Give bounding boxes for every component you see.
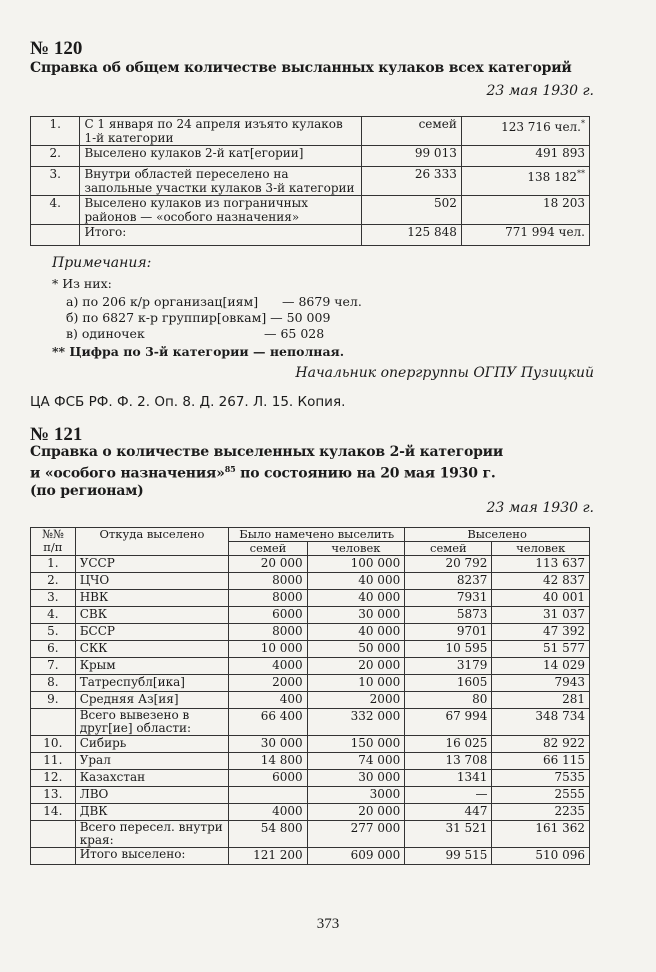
note-double-star: ** Цифра по 3-й категории — неполная. <box>52 344 345 359</box>
row-people <box>461 196 589 225</box>
row-families-text: 125 848 <box>407 225 457 239</box>
planned-people: 30 000 <box>307 607 405 624</box>
title-part-b: по состоянию на 20 мая 1930 г. <box>235 465 496 482</box>
doc121-number: № 121 <box>30 424 83 445</box>
evicted-families: 7931 <box>405 590 492 607</box>
planned-families: 66 400 <box>229 709 307 736</box>
row-text-text: Выселено кулаков из пограничных районов — «особого назначения» <box>84 196 308 224</box>
doc121-title-line3: (по регионам) <box>30 482 144 499</box>
evicted-families: 67 994 <box>405 709 492 736</box>
evicted-families: 31 521 <box>405 821 492 848</box>
row-region: Средняя Аз[ия] <box>75 692 229 709</box>
evicted-people: 42 837 <box>492 573 590 590</box>
doc121-title-line1: Справка о количестве выселенных кулаков 2-й категории <box>30 444 504 460</box>
planned-families: 2000 <box>229 675 307 692</box>
planned-people: 20 000 <box>307 804 405 821</box>
evicted-families: 5873 <box>405 607 492 624</box>
evicted-families: 1605 <box>405 675 492 692</box>
table-row <box>31 821 590 848</box>
row-number: 9. <box>31 692 76 709</box>
planned-families: 6000 <box>229 770 307 787</box>
row-families-text: семей <box>418 117 457 131</box>
row-text <box>80 167 362 196</box>
col-from-header: Откуда выселено <box>75 528 229 556</box>
row-region: Крым <box>75 658 229 675</box>
archive-reference: ЦА ФСБ РФ. Ф. 2. Оп. 8. Д. 267. Л. 15. Копия. <box>30 394 346 410</box>
table-row <box>31 709 590 736</box>
note-item-a: а) по 206 к/р организац[иям] — 8679 чел. <box>66 294 362 309</box>
row-number: 12. <box>31 770 76 787</box>
planned-people: 100 000 <box>307 556 405 573</box>
row-region: Итого выселено: <box>75 848 229 865</box>
row-region: Сибирь <box>75 736 229 753</box>
table-row <box>31 692 590 709</box>
planned-people: 40 000 <box>307 624 405 641</box>
row-region: ЛВО <box>75 787 229 804</box>
regional-table <box>30 527 590 865</box>
row-region: Татреспубл[ика] <box>75 675 229 692</box>
table-row <box>31 658 590 675</box>
table-row <box>31 848 590 865</box>
evicted-people: 51 577 <box>492 641 590 658</box>
row-region: НВК <box>75 590 229 607</box>
summary-row <box>31 117 590 146</box>
row-people-text: 18 203 <box>543 196 585 210</box>
planned-families: 4000 <box>229 658 307 675</box>
planned-families: 54 800 <box>229 821 307 848</box>
table-row <box>31 590 590 607</box>
row-families <box>361 196 461 225</box>
evicted-people: 66 115 <box>492 753 590 770</box>
col-evicted-header: Выселено <box>405 528 590 542</box>
row-families-text: 99 013 <box>414 146 457 160</box>
row-number: 14. <box>31 804 76 821</box>
table-row <box>31 624 590 641</box>
row-region: Всего пересел. внутри края: <box>75 821 229 848</box>
planned-people: 30 000 <box>307 770 405 787</box>
row-text-text: Внутри областей переселено на запольные участки кулаков 3-й категории <box>84 167 355 195</box>
planned-families: 10 000 <box>229 641 307 658</box>
row-number <box>31 167 80 196</box>
evicted-families: 10 595 <box>405 641 492 658</box>
evicted-people: 82 922 <box>492 736 590 753</box>
row-region: Урал <box>75 753 229 770</box>
planned-families: 8000 <box>229 624 307 641</box>
row-region: Всего вывезено в друг[ие] области: <box>75 709 229 736</box>
evicted-people: 348 734 <box>492 709 590 736</box>
row-families-text: 502 <box>433 196 457 210</box>
note-item-c: в) одиночек — 65 028 <box>66 326 325 341</box>
table-row <box>31 641 590 658</box>
row-number: 4. <box>31 607 76 624</box>
table-row <box>31 573 590 590</box>
row-people <box>461 225 589 246</box>
row-number: 10. <box>31 736 76 753</box>
row-region: Казахстан <box>75 770 229 787</box>
row-families <box>361 117 461 146</box>
row-number: 11. <box>31 753 76 770</box>
row-text <box>80 225 362 246</box>
planned-people: 74 000 <box>307 753 405 770</box>
table-row <box>31 556 590 573</box>
page-number: 373 <box>316 916 340 932</box>
footnote-mark: ** <box>577 169 585 178</box>
planned-people: 3000 <box>307 787 405 804</box>
evicted-families: 13 708 <box>405 753 492 770</box>
row-families <box>361 146 461 167</box>
summary-row <box>31 225 590 246</box>
row-number <box>31 225 80 246</box>
evicted-people: 31 037 <box>492 607 590 624</box>
evicted-families: — <box>405 787 492 804</box>
row-text-text: С 1 января по 24 апреля изъято кулаков 1-й категории <box>84 117 343 145</box>
table-row <box>31 804 590 821</box>
row-number <box>31 848 76 865</box>
row-number: 8. <box>31 675 76 692</box>
row-region: ДВК <box>75 804 229 821</box>
evicted-families: 1341 <box>405 770 492 787</box>
note-star: * Из них: <box>52 276 112 291</box>
signer: Начальник опергруппы ОГПУ Пузицкий <box>295 365 594 381</box>
planned-families: 20 000 <box>229 556 307 573</box>
row-region: УССР <box>75 556 229 573</box>
planned-people: 10 000 <box>307 675 405 692</box>
row-number <box>31 196 80 225</box>
evicted-families: 80 <box>405 692 492 709</box>
row-region: СКК <box>75 641 229 658</box>
evicted-people: 510 096 <box>492 848 590 865</box>
row-region: ЦЧО <box>75 573 229 590</box>
evicted-people: 47 392 <box>492 624 590 641</box>
planned-people: 277 000 <box>307 821 405 848</box>
footnote-ref: 85 <box>224 464 236 474</box>
planned-families <box>229 787 307 804</box>
planned-people: 40 000 <box>307 590 405 607</box>
planned-families: 8000 <box>229 573 307 590</box>
row-text <box>80 196 362 225</box>
planned-people: 2000 <box>307 692 405 709</box>
row-number <box>31 709 76 736</box>
footnote-mark: * <box>581 119 585 128</box>
row-families-text: 26 333 <box>414 167 457 181</box>
row-number-text: 1. <box>49 117 61 131</box>
row-text-text: Итого: <box>84 225 127 239</box>
evicted-families: 8237 <box>405 573 492 590</box>
row-number <box>31 821 76 848</box>
table-row <box>31 787 590 804</box>
planned-people-header: человек <box>307 542 405 556</box>
row-number: 3. <box>31 590 76 607</box>
evicted-families: 20 792 <box>405 556 492 573</box>
evicted-people: 40 001 <box>492 590 590 607</box>
row-number-text: 4. <box>49 196 61 210</box>
row-people <box>461 146 589 167</box>
row-number: 1. <box>31 556 76 573</box>
evicted-families-header: семей <box>405 542 492 556</box>
planned-families: 8000 <box>229 590 307 607</box>
table-row <box>31 736 590 753</box>
evicted-people: 281 <box>492 692 590 709</box>
notes-heading: Примечания: <box>52 255 152 271</box>
evicted-people: 113 637 <box>492 556 590 573</box>
row-text <box>80 146 362 167</box>
row-number: 6. <box>31 641 76 658</box>
summary-row <box>31 167 590 196</box>
row-number: 7. <box>31 658 76 675</box>
doc120-date: 23 мая 1930 г. <box>486 83 594 99</box>
row-number <box>31 117 80 146</box>
planned-families: 121 200 <box>229 848 307 865</box>
row-families <box>361 167 461 196</box>
evicted-families: 99 515 <box>405 848 492 865</box>
evicted-people-header: человек <box>492 542 590 556</box>
doc120-number: № 120 <box>30 38 83 59</box>
row-families <box>361 225 461 246</box>
table-row <box>31 770 590 787</box>
title-part-a: и «особого назначения» <box>30 465 225 482</box>
summary-row <box>31 196 590 225</box>
note-item-b: б) по 6827 к-р группир[овкам] — 50 009 <box>66 310 331 325</box>
row-text <box>80 117 362 146</box>
planned-people: 50 000 <box>307 641 405 658</box>
evicted-people: 7943 <box>492 675 590 692</box>
planned-people: 332 000 <box>307 709 405 736</box>
evicted-people: 14 029 <box>492 658 590 675</box>
summary-table <box>30 116 590 246</box>
doc121-title-line2 <box>30 461 503 483</box>
planned-people: 150 000 <box>307 736 405 753</box>
evicted-people: 2555 <box>492 787 590 804</box>
row-people <box>461 167 589 196</box>
row-number: 2. <box>31 573 76 590</box>
row-people-text: 771 994 чел. <box>505 225 585 239</box>
row-number-text: 3. <box>49 167 61 181</box>
col-planned-header: Было намечено выселить <box>229 528 405 542</box>
planned-families: 4000 <box>229 804 307 821</box>
evicted-families: 3179 <box>405 658 492 675</box>
table-row <box>31 675 590 692</box>
row-people-text: 491 893 <box>535 146 585 160</box>
planned-families-header: семей <box>229 542 307 556</box>
col-num-header: №№ п/п <box>31 528 76 556</box>
table-row <box>31 753 590 770</box>
evicted-families: 16 025 <box>405 736 492 753</box>
row-number-text: 2. <box>49 146 61 160</box>
row-number <box>31 146 80 167</box>
evicted-families: 9701 <box>405 624 492 641</box>
summary-row <box>31 146 590 167</box>
planned-families: 30 000 <box>229 736 307 753</box>
planned-people: 609 000 <box>307 848 405 865</box>
row-number: 5. <box>31 624 76 641</box>
doc120-title: Справка об общем количестве высланных кулаков всех категорий <box>30 60 572 76</box>
evicted-people: 7535 <box>492 770 590 787</box>
row-region: СВК <box>75 607 229 624</box>
row-people <box>461 117 589 146</box>
evicted-people: 161 362 <box>492 821 590 848</box>
row-text-text: Выселено кулаков 2-й кат[егории] <box>84 146 304 160</box>
row-region: БССР <box>75 624 229 641</box>
planned-families: 6000 <box>229 607 307 624</box>
row-people-text: 123 716 чел. <box>501 120 581 134</box>
planned-people: 40 000 <box>307 573 405 590</box>
row-number: 13. <box>31 787 76 804</box>
planned-families: 14 800 <box>229 753 307 770</box>
doc121-date: 23 мая 1930 г. <box>486 500 594 516</box>
doc121-title <box>30 444 503 500</box>
evicted-families: 447 <box>405 804 492 821</box>
table-row <box>31 607 590 624</box>
planned-people: 20 000 <box>307 658 405 675</box>
evicted-people: 2235 <box>492 804 590 821</box>
planned-families: 400 <box>229 692 307 709</box>
row-people-text: 138 182 <box>527 170 577 184</box>
